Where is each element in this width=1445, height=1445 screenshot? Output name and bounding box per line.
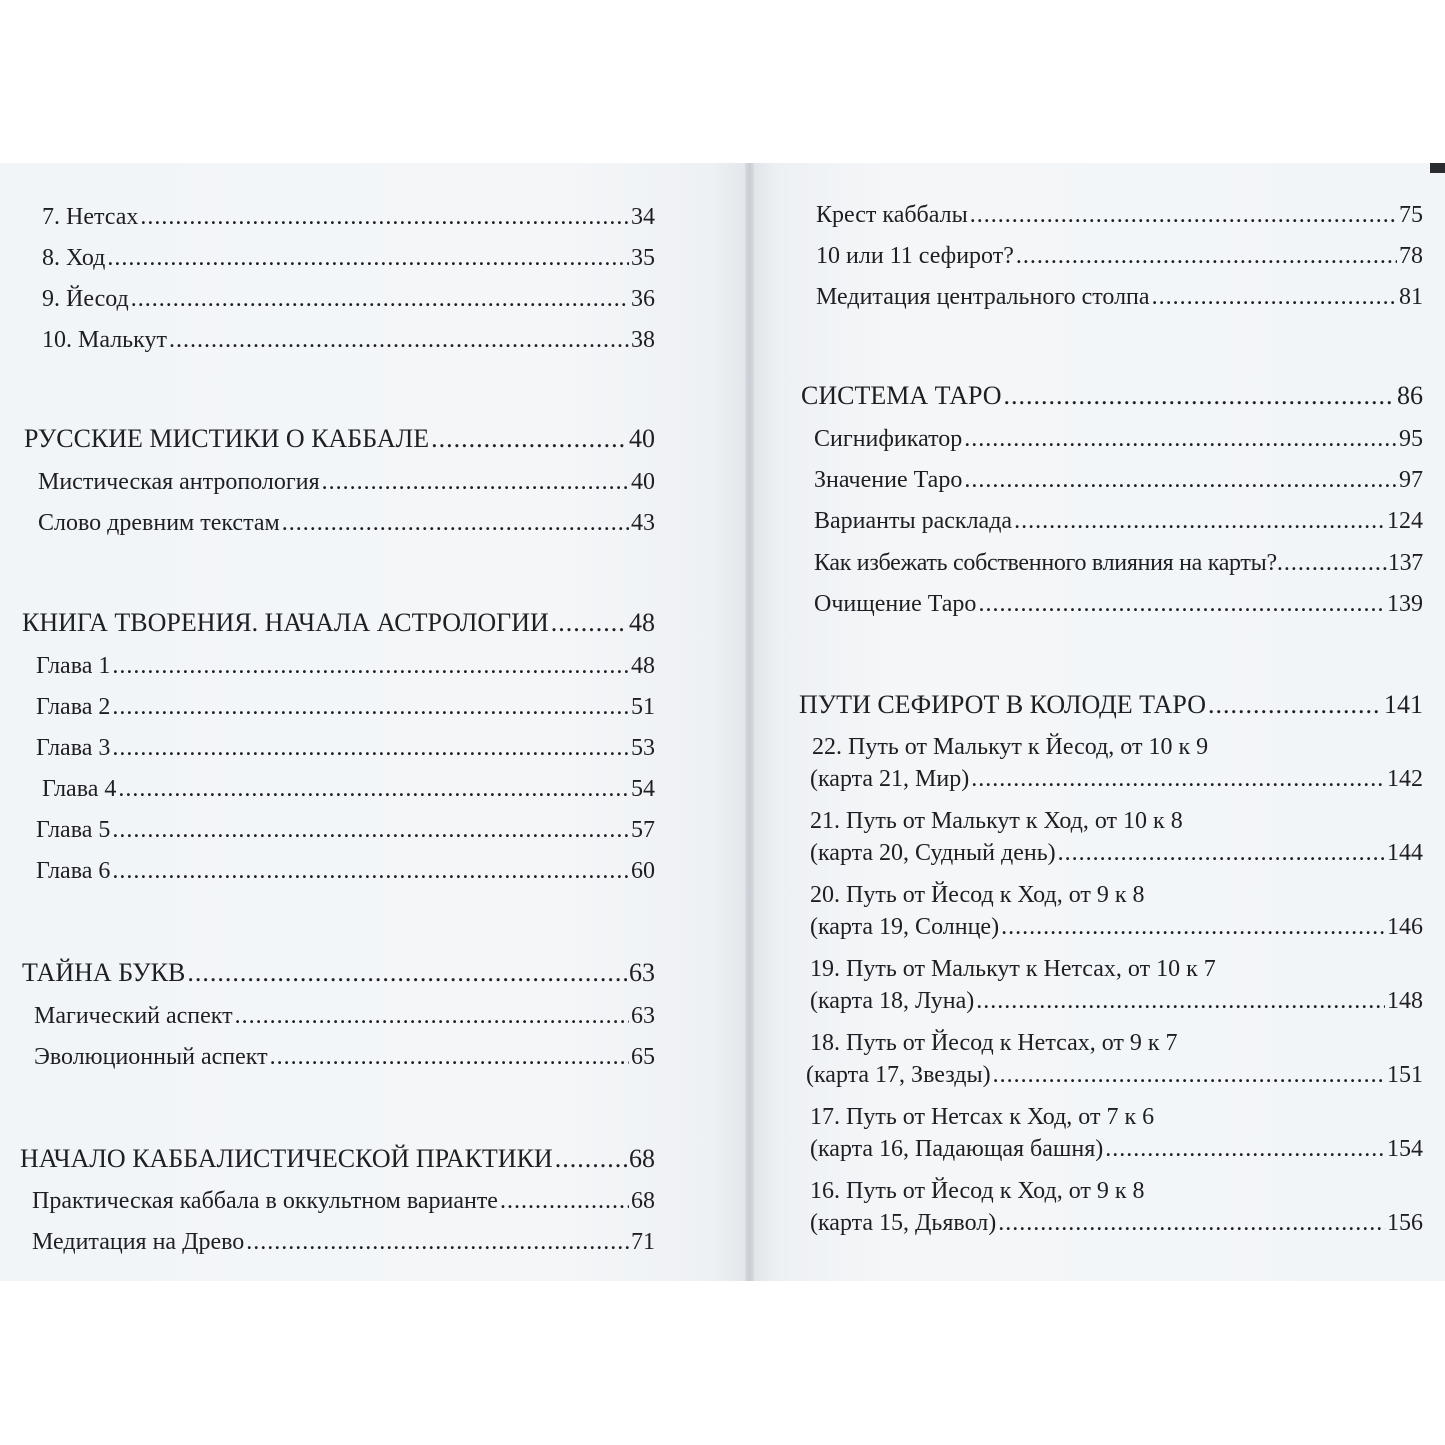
toc-entry-label: Варианты расклада — [814, 508, 1013, 534]
toc-entry — [810, 985, 1423, 1017]
dot-leader — [107, 242, 629, 274]
toc-entry-page: 124 — [1387, 508, 1423, 534]
toc-entry — [32, 1226, 655, 1258]
toc-entry-label: Глава 4 — [42, 776, 117, 802]
toc-entry-page: 156 — [1387, 1210, 1423, 1236]
toc-entry — [36, 855, 655, 887]
toc-entry-page: 75 — [1399, 202, 1423, 228]
toc-section-page: 86 — [1397, 381, 1423, 410]
toc-entry-label: Магический аспект — [34, 1003, 233, 1029]
toc-entry-label: (карта 21, Мир) — [810, 766, 970, 792]
dot-leader — [169, 324, 629, 356]
toc-section-title: ТАЙНА БУКВ — [22, 958, 186, 987]
toc-entry-page: 38 — [631, 327, 655, 353]
toc-entry-label: Глава 1 — [36, 653, 111, 679]
toc-section-heading — [22, 957, 655, 989]
toc-entry-page: 71 — [631, 1229, 655, 1255]
toc-entry-label: Крест каббалы — [816, 202, 968, 228]
toc-entry — [806, 1059, 1423, 1091]
toc-entry — [34, 1041, 655, 1073]
toc-entry-label: 22. Путь от Малькут к Йесод, от 10 к 9 — [812, 734, 1209, 760]
toc-entry-label: Сигнификатор — [814, 426, 963, 452]
left-page — [0, 163, 748, 1281]
dot-leader — [978, 588, 1385, 620]
toc-entry-page: 154 — [1387, 1136, 1423, 1162]
toc-entry-label: 17. Путь от Нетсах к Ход, от 7 к 6 — [810, 1104, 1155, 1130]
dot-leader — [1208, 689, 1382, 721]
toc-entry-page: 97 — [1399, 467, 1423, 493]
toc-entry-page: 36 — [631, 286, 655, 312]
toc-entry — [810, 911, 1423, 943]
toc-entry-page: 53 — [631, 735, 655, 761]
toc-entry-label: 20. Путь от Йесод к Ход, от 9 к 8 — [810, 882, 1145, 908]
dot-leader — [551, 607, 627, 639]
toc-entry-label: Как избежать собственного влияния на карты? — [814, 550, 1277, 576]
dot-leader — [112, 814, 629, 846]
toc-entry-label: Медитация центрального столпа — [816, 284, 1150, 310]
toc-entry-label: Практическая каббала в оккультном варианте — [32, 1188, 498, 1214]
toc-section-page: 68 — [629, 1144, 655, 1173]
toc-entry-label: Глава 5 — [36, 817, 111, 843]
toc-entry-page: 57 — [631, 817, 655, 843]
toc-section-page: 63 — [629, 958, 655, 987]
toc-entry — [36, 691, 655, 723]
toc-entry — [810, 763, 1423, 795]
toc-entry-label: Эволюционный аспект — [34, 1044, 268, 1070]
toc-entry — [36, 814, 655, 846]
dot-leader — [1152, 281, 1397, 313]
toc-entry-label: 16. Путь от Йесод к Ход, от 9 к 8 — [810, 1178, 1145, 1204]
toc-entry — [42, 283, 655, 315]
dot-leader — [322, 466, 629, 498]
toc-entry-label: (карта 19, Солнце) — [810, 914, 1000, 940]
dot-leader — [998, 1207, 1385, 1239]
toc-section-heading — [801, 380, 1423, 412]
toc-entry-page: 68 — [631, 1188, 655, 1214]
toc-entry-page: 48 — [631, 653, 655, 679]
toc-entry — [32, 1185, 655, 1217]
toc-entry-label: 10. Малькут — [42, 327, 167, 353]
dot-leader — [1014, 505, 1385, 537]
toc-section-heading — [22, 607, 655, 639]
toc-entry — [816, 281, 1423, 313]
toc-entry — [810, 837, 1423, 869]
toc-entry-label: Глава 6 — [36, 858, 111, 884]
toc-entry — [816, 199, 1423, 231]
dot-leader — [1277, 547, 1388, 579]
toc-entry-label: 10 или 11 сефирот? — [816, 243, 1014, 269]
toc-entry-page: 63 — [631, 1003, 655, 1029]
toc-entry-page: 95 — [1399, 426, 1423, 452]
dot-leader — [964, 464, 1397, 496]
toc-entry-label: (карта 18, Луна) — [810, 988, 975, 1014]
toc-entry-page: 43 — [631, 510, 655, 536]
toc-entry-label: 18. Путь от Йесод к Нетсах, от 9 к 7 — [810, 1030, 1178, 1056]
dot-leader — [970, 199, 1397, 231]
dot-leader — [976, 985, 1385, 1017]
toc-entry-label: (карта 20, Судный день) — [810, 840, 1056, 866]
toc-entry — [814, 464, 1423, 496]
dot-leader — [246, 1226, 629, 1258]
toc-entry-label: 8. Ход — [42, 245, 106, 271]
dot-leader — [112, 691, 629, 723]
dot-leader — [993, 1059, 1385, 1091]
toc-entry-page: 54 — [631, 776, 655, 802]
toc-section-page: 141 — [1384, 690, 1423, 719]
toc-entry-label: Значение Таро — [814, 467, 963, 493]
toc-section-title: КНИГА ТВОРЕНИЯ. НАЧАЛА АСТРОЛОГИИ — [22, 608, 549, 637]
toc-entry-page: 137 — [1387, 550, 1423, 576]
toc-entry — [810, 1207, 1423, 1239]
toc-entry-label: 19. Путь от Малькут к Нетсах, от 10 к 7 — [810, 956, 1216, 982]
dot-leader — [1058, 837, 1385, 869]
book-spread — [0, 163, 1445, 1281]
toc-entry — [42, 324, 655, 356]
toc-entry — [814, 588, 1423, 620]
toc-entry-label: (карта 17, Звезды) — [806, 1062, 991, 1088]
toc-entry-page: 144 — [1387, 840, 1423, 866]
toc-entry-page: 51 — [631, 694, 655, 720]
toc-entry-label: Очищение Таро — [814, 591, 977, 617]
right-page — [752, 163, 1445, 1281]
toc-section-page: 48 — [629, 608, 655, 637]
toc-entry-label: Медитация на Древо — [32, 1229, 245, 1255]
toc-entry — [814, 547, 1423, 579]
toc-entry-page: 146 — [1387, 914, 1423, 940]
toc-entry-page: 151 — [1387, 1062, 1423, 1088]
toc-entry — [42, 242, 655, 274]
dot-leader — [1105, 1133, 1385, 1165]
dot-leader — [431, 423, 627, 455]
toc-section-title: РУССКИЕ МИСТИКИ О КАББАЛЕ — [24, 424, 430, 453]
toc-entry-page: 35 — [631, 245, 655, 271]
toc-entry — [814, 423, 1423, 455]
dot-leader — [112, 732, 629, 764]
toc-entry-label: (карта 16, Падающая башня) — [810, 1136, 1104, 1162]
toc-entry-label: 21. Путь от Малькут к Ход, от 10 к 8 — [810, 808, 1183, 834]
toc-entry-label: 9. Йесод — [42, 286, 129, 312]
toc-entry — [36, 650, 655, 682]
toc-entry-page: 148 — [1387, 988, 1423, 1014]
page-edge-shadow — [1430, 163, 1445, 173]
toc-entry — [34, 1000, 655, 1032]
toc-entry — [36, 732, 655, 764]
toc-entry-page: 81 — [1399, 284, 1423, 310]
toc-entry — [816, 240, 1423, 272]
toc-entry-page: 78 — [1399, 243, 1423, 269]
toc-section-title: НАЧАЛО КАББАЛИСТИЧЕСКОЙ ПРАКТИКИ — [20, 1144, 553, 1173]
dot-leader — [118, 773, 629, 805]
dot-leader — [500, 1185, 629, 1217]
toc-entry-page: 142 — [1387, 766, 1423, 792]
dot-leader — [112, 650, 629, 682]
toc-entry — [42, 773, 655, 805]
toc-entry-label: (карта 15, Дьявол) — [810, 1210, 997, 1236]
toc-entry-page: 60 — [631, 858, 655, 884]
toc-entry-label: Слово древним текстам — [38, 510, 280, 536]
book-gutter — [745, 163, 754, 1281]
dot-leader — [112, 855, 629, 887]
dot-leader — [971, 763, 1385, 795]
toc-entry-page: 34 — [631, 204, 655, 230]
dot-leader — [1016, 240, 1397, 272]
toc-section-title: СИСТЕМА ТАРО — [801, 381, 1002, 410]
toc-entry-label: Глава 2 — [36, 694, 111, 720]
dot-leader — [270, 1041, 629, 1073]
toc-entry — [38, 466, 655, 498]
toc-entry-page: 65 — [631, 1044, 655, 1070]
toc-entry-label: Мистическая антропология — [38, 469, 320, 495]
dot-leader — [282, 507, 629, 539]
dot-leader — [131, 283, 629, 315]
dot-leader — [1001, 911, 1385, 943]
toc-entry — [38, 507, 655, 539]
dot-leader — [964, 423, 1397, 455]
dot-leader — [555, 1143, 627, 1175]
toc-entry-page: 40 — [631, 469, 655, 495]
toc-section-page: 40 — [629, 424, 655, 453]
dot-leader — [1004, 380, 1395, 412]
dot-leader — [235, 1000, 629, 1032]
toc-entry — [814, 505, 1423, 537]
toc-section-title: ПУТИ СЕФИРОТ В КОЛОДЕ ТАРО — [799, 690, 1206, 719]
toc-section-heading — [24, 423, 655, 455]
toc-entry-label: 7. Нетсах — [42, 204, 139, 230]
toc-entry — [42, 201, 655, 233]
toc-section-heading — [799, 689, 1423, 721]
dot-leader — [187, 957, 627, 989]
toc-entry — [810, 1133, 1423, 1165]
toc-entry-label: Глава 3 — [36, 735, 111, 761]
dot-leader — [140, 201, 629, 233]
toc-section-heading — [20, 1143, 655, 1175]
toc-entry-page: 139 — [1387, 591, 1423, 617]
